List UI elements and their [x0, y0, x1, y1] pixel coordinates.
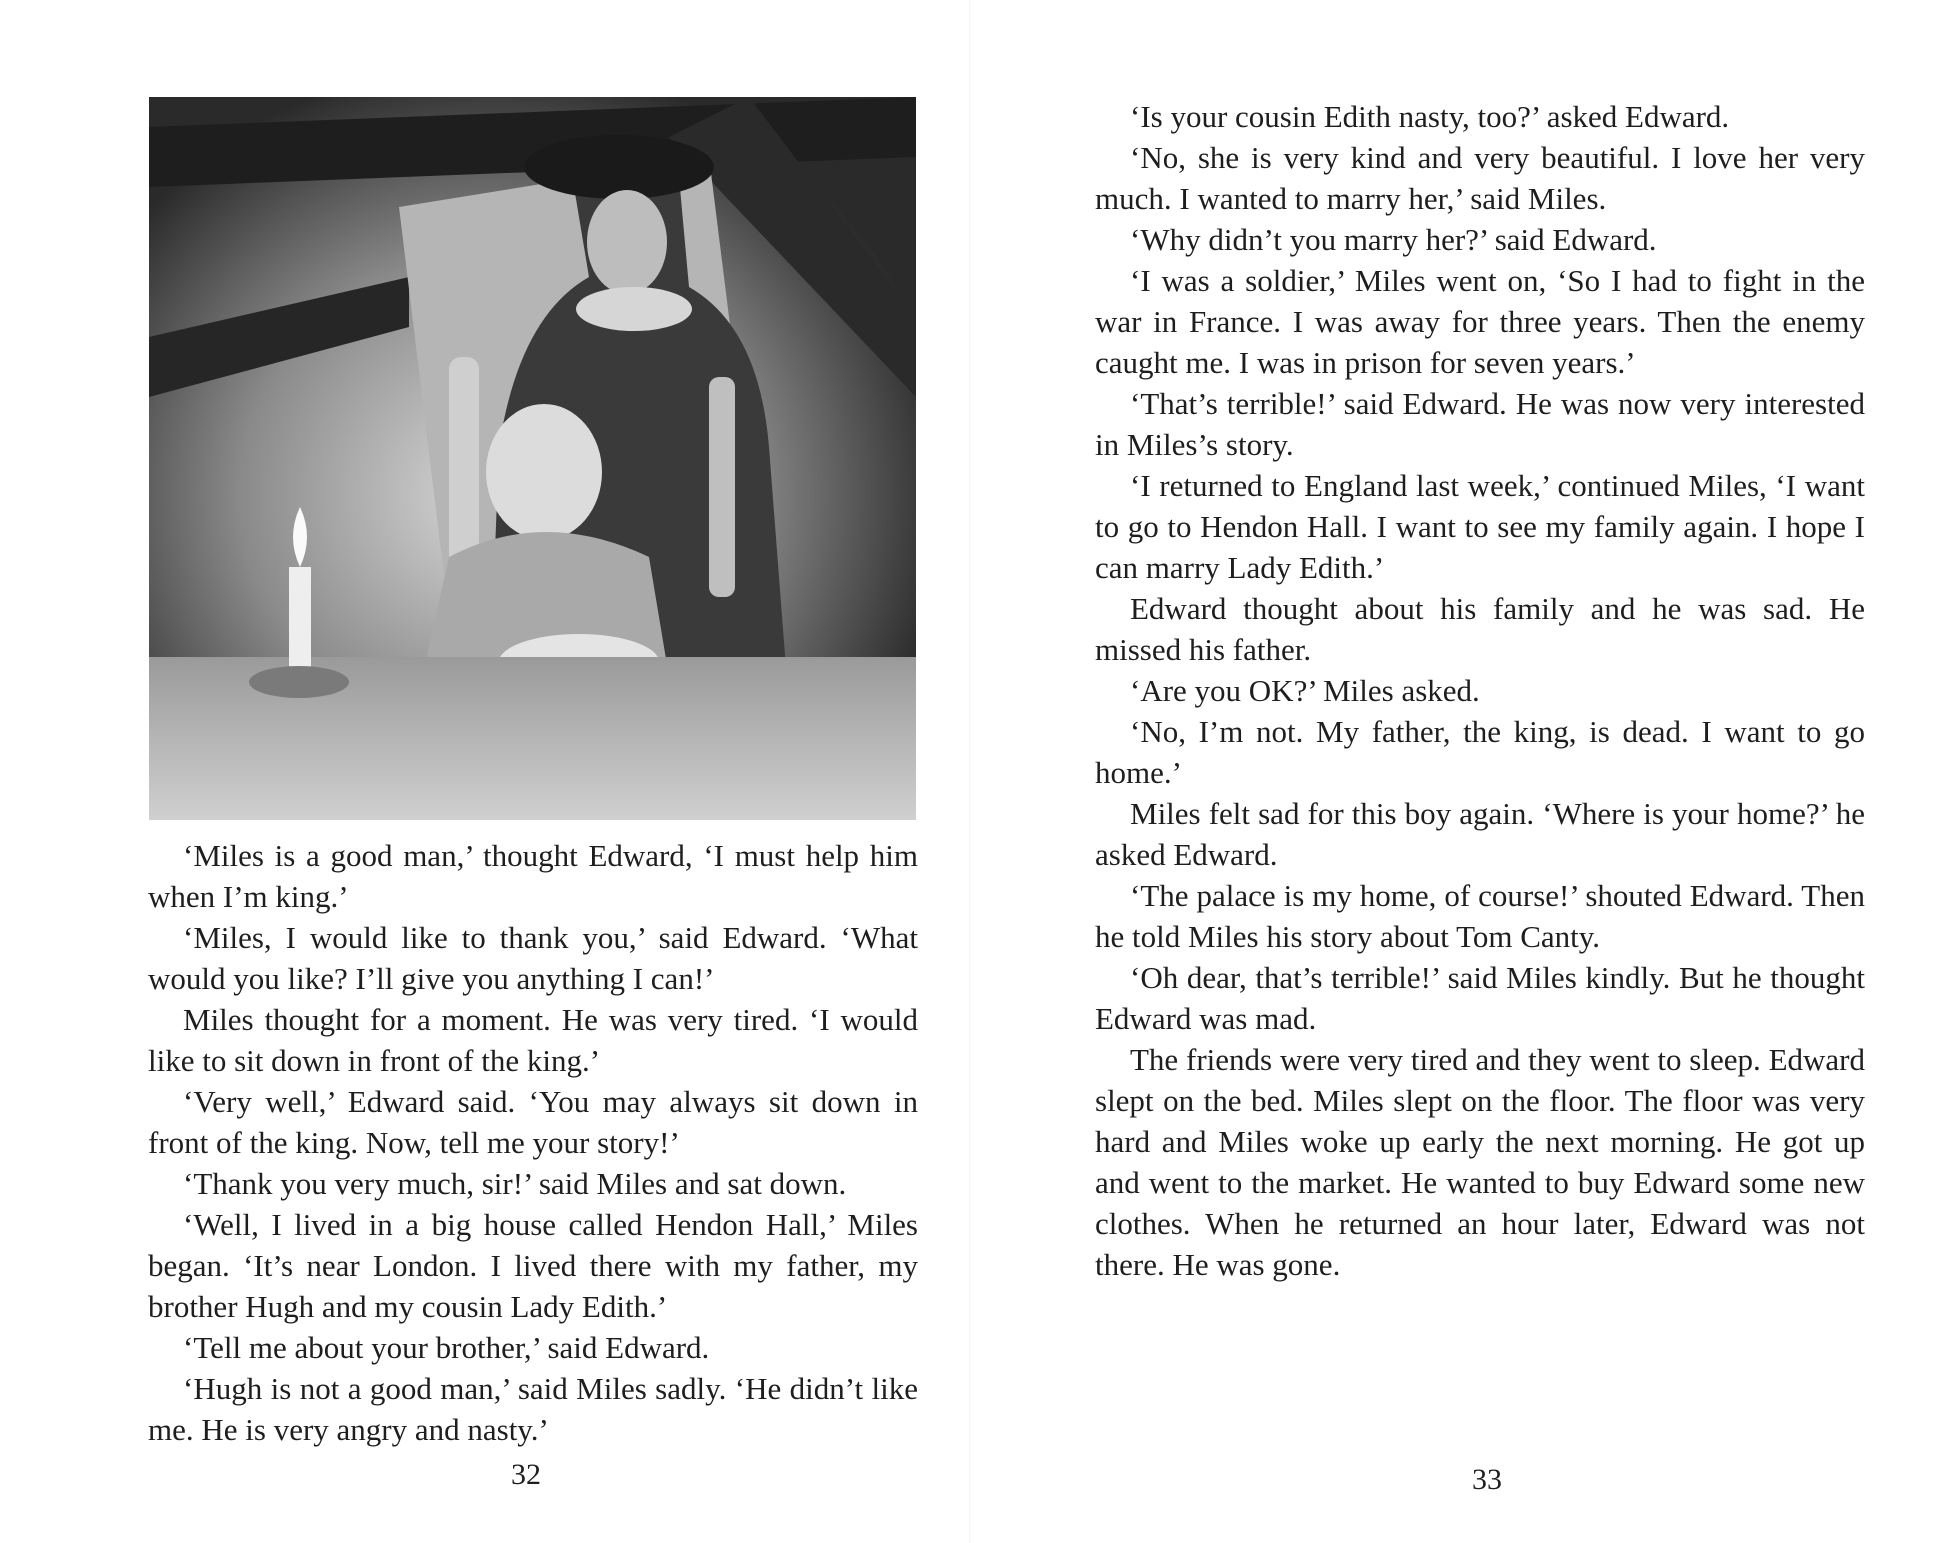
page-number-right: 33	[1472, 1463, 1502, 1496]
illustration	[149, 97, 916, 820]
paragraph: ‘I was a soldier,’ Miles went on, ‘So I had to fight in the war in France. I was away for three years. Then the enemy caught me. I was in prison for seven years.’	[1095, 263, 1865, 380]
page-number-left: 32	[511, 1458, 541, 1491]
man-face	[587, 190, 667, 294]
boy-head	[486, 404, 602, 540]
paragraph: ‘No, I’m not. My father, the king, is dead. I want to go home.’	[1095, 714, 1865, 790]
paragraph: ‘Miles is a good man,’ thought Edward, ‘I must help him when I’m king.’	[148, 838, 918, 914]
paragraph: ‘Well, I lived in a big house called Hendon Hall,’ Miles began. ‘It’s near London. I lived there with my father, my brother Hugh and my cousin Lady Edith.’	[148, 1207, 918, 1324]
paragraph: ‘No, she is very kind and very beautiful. I love her very much. I wanted to marry her,’ said Miles.	[1095, 140, 1865, 216]
paragraph: ‘The palace is my home, of course!’ shouted Edward. Then he told Miles his story about Tom Canty.	[1095, 878, 1865, 954]
paragraph: ‘Oh dear, that’s terrible!’ said Miles kindly. But he thought Edward was mad.	[1095, 960, 1865, 1036]
paragraph: ‘Hugh is not a good man,’ said Miles sadly. ‘He didn’t like me. He is very angry and nasty.’	[148, 1371, 918, 1447]
paragraph: ‘I returned to England last week,’ continued Miles, ‘I want to go to Hendon Hall. I want to see my family again. I hope I can marry Lady Edith.’	[1095, 468, 1865, 585]
paragraph: The friends were very tired and they went to sleep. Edward slept on the bed. Miles slept on the floor. The floor was very hard and Miles woke up early the next morning. He got up and went to the market. He wanted to buy Edward some new clothes. When he returned an hour later, Edward was not there. He was gone.	[1095, 1042, 1865, 1282]
right-page-text	[1095, 96, 1865, 1285]
paragraph: ‘Are you OK?’ Miles asked.	[1130, 673, 1480, 708]
paragraph: ‘Is your cousin Edith nasty, too?’ asked Edward.	[1130, 99, 1730, 134]
paragraph: ‘Very well,’ Edward said. ‘You may always sit down in front of the king. Now, tell me your story!’	[148, 1084, 918, 1160]
paragraph: ‘Miles, I would like to thank you,’ said Edward. ‘What would you like? I’ll give you anything I can!’	[148, 920, 918, 996]
left-page-text	[148, 835, 918, 1450]
man-ruff-collar	[576, 287, 692, 331]
paragraph: ‘That’s terrible!’ said Edward. He was now very interested in Miles’s story.	[1095, 386, 1865, 462]
paragraph: ‘Tell me about your brother,’ said Edward.	[183, 1330, 710, 1365]
paragraph: ‘Why didn’t you marry her?’ said Edward.	[1130, 222, 1657, 257]
left-page	[0, 0, 970, 1543]
paragraph: Miles thought for a moment. He was very tired. ‘I would like to sit down in front of the king.’	[148, 1002, 918, 1078]
man-hat	[524, 135, 714, 199]
right-page	[970, 0, 1941, 1543]
candle	[289, 567, 311, 667]
chair-post-right	[709, 377, 735, 597]
paragraph: Miles felt sad for this boy again. ‘Where is your home?’ he asked Edward.	[1095, 796, 1865, 872]
paragraph: Edward thought about his family and he was sad. He missed his father.	[1095, 591, 1865, 667]
candle-holder	[249, 666, 349, 698]
paragraph: ‘Thank you very much, sir!’ said Miles and sat down.	[183, 1166, 847, 1201]
